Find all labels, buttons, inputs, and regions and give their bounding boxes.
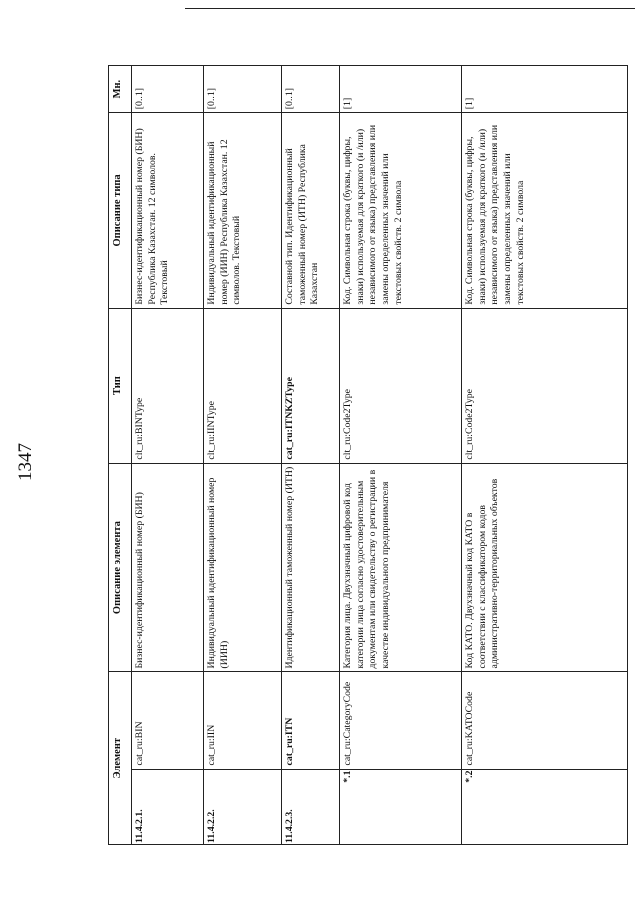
multiplicity: [0..1] (132, 66, 204, 113)
table-row (282, 66, 340, 845)
page-number: 1347 (15, 443, 36, 481)
multiplicity: [0..1] (204, 66, 282, 113)
type-name: clt_ru:Code2Type (340, 308, 462, 463)
multiplicity: [1] (462, 66, 628, 113)
header-element: Элемент (109, 672, 132, 845)
type-description: Составной тип. Идентификационный таможенный номер (ИТН) Республика Казахстан (282, 113, 340, 308)
row-number: 11.4.2.1. (132, 769, 204, 844)
header-type-description: Описание типа (109, 113, 132, 308)
type-name: clt_ru:BINType (132, 308, 204, 463)
type-description: Бизнес-идентификационный номер (БИН) Республика Казахстан. 12 символов. Текстовый (132, 113, 204, 308)
top-rule (185, 8, 635, 9)
element-description: Индивидуальный идентификационный номер (ИИН) (204, 463, 282, 672)
type-description: Код. Символьная строка (буквы, цифры, знаки) используемая для краткого (и /или) независимого от языка) представления или замены определенных значений или текстовых свойств. 2 символа (462, 113, 628, 308)
row-number: *.2 (462, 769, 628, 844)
type-name: cat_ru:ITNKZType (282, 308, 340, 463)
row-number: *.1 (340, 769, 462, 844)
table-row (462, 66, 628, 845)
header-element-description: Описание элемента (109, 463, 132, 672)
table-row (132, 66, 204, 845)
data-table (108, 65, 628, 845)
multiplicity: [1] (340, 66, 462, 113)
table-row (340, 66, 462, 845)
table-row (204, 66, 282, 845)
element-name: cat_ru:IIN (204, 672, 282, 769)
header-type: Тип (109, 308, 132, 463)
element-name: cat_ru:CategoryCode (340, 672, 462, 769)
data-table-container (108, 65, 628, 845)
element-name: cat_ru:KATOCode (462, 672, 628, 769)
element-description: Категория лица. Двухзначный цифровой код категории лица согласно удостоверительным документам или свидетельству о регистрации в качестве индивидуального предпринимателя (340, 463, 462, 672)
element-name: cat_ru:ITN (282, 672, 340, 769)
table-header-row (109, 66, 132, 845)
header-multiplicity: Мн. (109, 66, 132, 113)
row-number: 11.4.2.3. (282, 769, 340, 844)
type-description: Код. Символьная строка (буквы, цифры, знаки) используемая для краткого (и /или) независимого от языка) представления или замены определенных значений или текстовых свойств. 2 символа (340, 113, 462, 308)
type-name: clt_ru:Code2Type (462, 308, 628, 463)
type-description: Индивидуальный идентификационный номер (ИИН) Республика Казахстан. 12 символов. Текстовый (204, 113, 282, 308)
element-name: cat_ru:BIN (132, 672, 204, 769)
row-number: 11.4.2.2. (204, 769, 282, 844)
element-description: Идентификационный таможенный номер (ИТН) (282, 463, 340, 672)
multiplicity: [0..1] (282, 66, 340, 113)
element-description: Бизнес-идентификационный номер (БИН) (132, 463, 204, 672)
type-name: clt_ru:IINType (204, 308, 282, 463)
element-description: Код КАТО. Двухзначный код КАТО в соответствии с классификатором кодов административно-территориальных объектов (462, 463, 628, 672)
